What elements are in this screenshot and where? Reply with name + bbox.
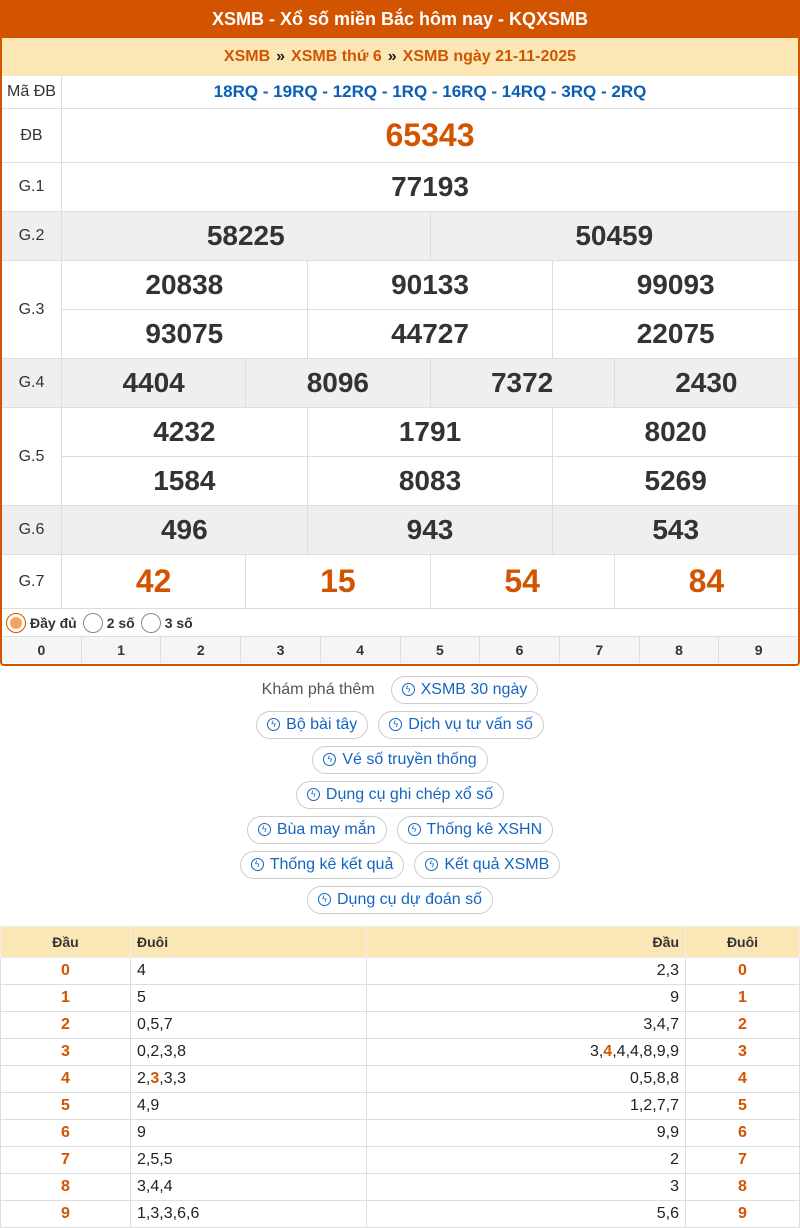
digit-button[interactable]: 7	[559, 637, 639, 663]
loto-dau-values: 3,4,7	[366, 1012, 685, 1039]
explore-link[interactable]	[414, 851, 560, 879]
digit-filter	[2, 637, 798, 663]
loto-dau-values: 0,5,8,8	[366, 1066, 685, 1093]
lightning-icon: ϟ	[408, 823, 421, 836]
loto-dau-values: 5,6	[366, 1201, 685, 1228]
explore-link-label: Thống kê kết quả	[269, 855, 394, 873]
prize-row-g3	[2, 261, 798, 359]
loto-row	[1, 1120, 800, 1147]
explore-link[interactable]	[307, 886, 493, 914]
prize-number: 4404	[122, 367, 185, 398]
prize-row-g5	[2, 408, 798, 506]
loto-row	[1, 985, 800, 1012]
lightning-icon: ϟ	[258, 823, 271, 836]
prize-number: 1584	[153, 465, 216, 496]
loto-duoi: 2,3,3,3	[131, 1066, 367, 1093]
prize-label: G.1	[2, 163, 62, 211]
explore-link-label: Dụng cụ dự đoán số	[336, 890, 483, 908]
prize-row-g7	[2, 555, 798, 609]
prize-number: 943	[307, 506, 553, 554]
prize-row-g6	[2, 506, 798, 555]
loto-duoi-digit: 8	[686, 1174, 800, 1201]
prize-number: 543	[552, 506, 798, 554]
prize-number: 90133	[307, 261, 553, 309]
prize-number: 65343	[385, 117, 475, 153]
prize-number: 5269	[552, 457, 798, 505]
prize-number: 77193	[391, 171, 469, 202]
option-three[interactable]	[141, 613, 193, 633]
breadcrumb-weekday[interactable]: XSMB thứ 6	[291, 48, 382, 65]
prize-label: G.5	[2, 408, 62, 505]
prize-number: 58225	[206, 220, 285, 251]
prize-number: 8020	[552, 408, 798, 456]
prize-label: ĐB	[2, 109, 62, 162]
option-full[interactable]	[6, 613, 77, 633]
digit-button[interactable]: 3	[240, 637, 320, 663]
ma-db-label: Mã ĐB	[2, 76, 62, 108]
loto-dau-values: 9	[366, 985, 685, 1012]
digit-button[interactable]: 4	[320, 637, 400, 663]
loto-row	[1, 1147, 800, 1174]
option-full-label: Đầy đủ	[30, 614, 77, 631]
explore-link[interactable]	[256, 711, 368, 739]
highlighted-digit: 3	[150, 1070, 160, 1087]
digit-button[interactable]: 6	[479, 637, 559, 663]
prize-number: 15	[245, 555, 429, 608]
explore-link-label: Thống kê XSHN	[426, 820, 543, 838]
loto-row	[1, 1066, 800, 1093]
prize-number: 54	[430, 555, 614, 608]
prize-number: 2430	[614, 359, 798, 407]
loto-duoi-digit: 5	[686, 1093, 800, 1120]
prize-number: 93075	[145, 318, 224, 349]
prize-row-db	[2, 109, 798, 163]
loto-dau: 2	[1, 1012, 131, 1039]
prize-number: 50459	[430, 212, 799, 260]
explore-link-label: XSMB 30 ngày	[420, 680, 528, 698]
digit-button[interactable]: 5	[400, 637, 480, 663]
prize-number: 7372	[430, 359, 614, 407]
explore-section	[0, 672, 800, 917]
radio-three[interactable]	[141, 613, 161, 633]
explore-link[interactable]	[296, 781, 504, 809]
loto-row	[1, 1201, 800, 1228]
loto-row	[1, 1039, 800, 1066]
loto-dau: 0	[1, 958, 131, 985]
loto-row	[1, 958, 800, 985]
loto-dau: 8	[1, 1174, 131, 1201]
prize-row-g1	[2, 163, 798, 212]
loto-duoi: 4,9	[131, 1093, 367, 1120]
prize-row-g2	[2, 212, 798, 261]
digit-button[interactable]: 9	[718, 637, 798, 663]
breadcrumb-xsmb[interactable]: XSMB	[223, 48, 271, 65]
loto-duoi-digit: 7	[686, 1147, 800, 1174]
loto-duoi: 4	[131, 958, 367, 985]
explore-link-label: Bùa may mắn	[276, 820, 376, 838]
explore-link-label: Bộ bài tây	[286, 715, 358, 733]
explore-label: Khám phá thêm	[261, 680, 375, 698]
option-two-label: 2 số	[106, 614, 135, 631]
loto-row	[1, 1093, 800, 1120]
prize-number: 496	[160, 514, 208, 545]
loto-duoi-digit: 4	[686, 1066, 800, 1093]
highlighted-digit: 4	[603, 1043, 613, 1060]
loto-dau-values: 1,2,7,7	[366, 1093, 685, 1120]
breadcrumb-date[interactable]: XSMB ngày 21-11-2025	[402, 48, 577, 65]
lightning-icon: ϟ	[267, 718, 280, 731]
loto-duoi-digit: 3	[686, 1039, 800, 1066]
prize-number: 44727	[307, 310, 553, 358]
lightning-icon: ϟ	[389, 718, 402, 731]
explore-link[interactable]	[312, 746, 487, 774]
loto-duoi-digit: 0	[686, 958, 800, 985]
loto-header-row	[1, 927, 800, 958]
lightning-icon: ϟ	[425, 858, 438, 871]
loto-duoi-digit: 1	[686, 985, 800, 1012]
loto-duoi-digit: 2	[686, 1012, 800, 1039]
ma-db-value: 18RQ - 19RQ - 12RQ - 1RQ - 16RQ - 14RQ - 3RQ - 2RQ	[213, 82, 647, 101]
digit-button[interactable]: 1	[81, 637, 161, 663]
loto-duoi: 3,4,4	[131, 1174, 367, 1201]
breadcrumb	[2, 38, 798, 76]
loto-dau-values: 2	[366, 1147, 685, 1174]
loto-dau-values: 3	[366, 1174, 685, 1201]
explore-link-label: Kết quả XSMB	[444, 855, 550, 873]
lightning-icon: ϟ	[307, 788, 320, 801]
loto-dau: 1	[1, 985, 131, 1012]
lightning-icon: ϟ	[323, 753, 336, 766]
loto-duoi-digit: 6	[686, 1120, 800, 1147]
loto-dau-values: 3,4,4,4,8,9,9	[366, 1039, 685, 1066]
loto-dau: 5	[1, 1093, 131, 1120]
display-options	[2, 609, 798, 637]
loto-duoi: 1,3,3,6,6	[131, 1201, 367, 1228]
digit-button[interactable]: 0	[37, 642, 46, 658]
radio-two[interactable]	[83, 613, 103, 633]
col-duoi-right: Đuôi	[686, 927, 800, 958]
prize-label: G.2	[2, 212, 62, 260]
explore-link-label: Dụng cụ ghi chép xổ số	[325, 785, 494, 803]
lightning-icon: ϟ	[318, 893, 331, 906]
prize-number: 99093	[552, 261, 798, 309]
loto-dau-values: 2,3	[366, 958, 685, 985]
option-three-label: 3 số	[164, 614, 193, 631]
breadcrumb-sep: »	[387, 48, 397, 65]
prize-label: G.7	[2, 555, 62, 608]
page-title: XSMB - Xổ số miền Bắc hôm nay - KQXSMB	[2, 0, 798, 38]
loto-table	[0, 926, 800, 1228]
loto-duoi: 0,5,7	[131, 1012, 367, 1039]
prize-number: 20838	[145, 269, 224, 300]
explore-link[interactable]	[247, 816, 387, 844]
explore-link-label: Vé số truyền thống	[342, 750, 477, 768]
prize-label: G.6	[2, 506, 62, 554]
loto-duoi: 2,5,5	[131, 1147, 367, 1174]
prize-number: 4232	[153, 416, 216, 447]
loto-duoi-digit: 9	[686, 1201, 800, 1228]
loto-dau: 7	[1, 1147, 131, 1174]
loto-duoi: 5	[131, 985, 367, 1012]
col-dau-right: Đầu	[366, 927, 685, 958]
loto-dau: 6	[1, 1120, 131, 1147]
breadcrumb-sep: »	[276, 48, 286, 65]
loto-dau-values: 9,9	[366, 1120, 685, 1147]
col-duoi-left: Đuôi	[131, 927, 367, 958]
ma-db-row	[2, 76, 798, 109]
prize-number: 22075	[552, 310, 798, 358]
explore-link[interactable]	[391, 676, 539, 704]
option-two[interactable]	[83, 613, 135, 633]
prize-label: G.3	[2, 261, 62, 358]
prize-row-g4	[2, 359, 798, 408]
lightning-icon: ϟ	[402, 683, 415, 696]
prize-number: 42	[135, 563, 172, 599]
explore-link-label: Dịch vụ tư vấn số	[408, 715, 533, 733]
prize-number: 8096	[245, 359, 429, 407]
explore-link[interactable]	[240, 851, 405, 879]
digit-button[interactable]: 2	[160, 637, 240, 663]
col-dau-left: Đầu	[1, 927, 131, 958]
radio-full[interactable]	[6, 613, 26, 633]
digit-button[interactable]: 8	[639, 637, 719, 663]
prize-number: 1791	[307, 408, 553, 456]
explore-link[interactable]	[397, 816, 554, 844]
lightning-icon: ϟ	[251, 858, 264, 871]
loto-dau: 9	[1, 1201, 131, 1228]
explore-link[interactable]	[378, 711, 544, 739]
prize-number: 84	[614, 555, 798, 608]
loto-dau: 4	[1, 1066, 131, 1093]
prize-number: 8083	[307, 457, 553, 505]
prize-label: G.4	[2, 359, 62, 407]
loto-dau: 3	[1, 1039, 131, 1066]
loto-row	[1, 1174, 800, 1201]
loto-duoi: 9	[131, 1120, 367, 1147]
loto-duoi: 0,2,3,8	[131, 1039, 367, 1066]
loto-row	[1, 1012, 800, 1039]
